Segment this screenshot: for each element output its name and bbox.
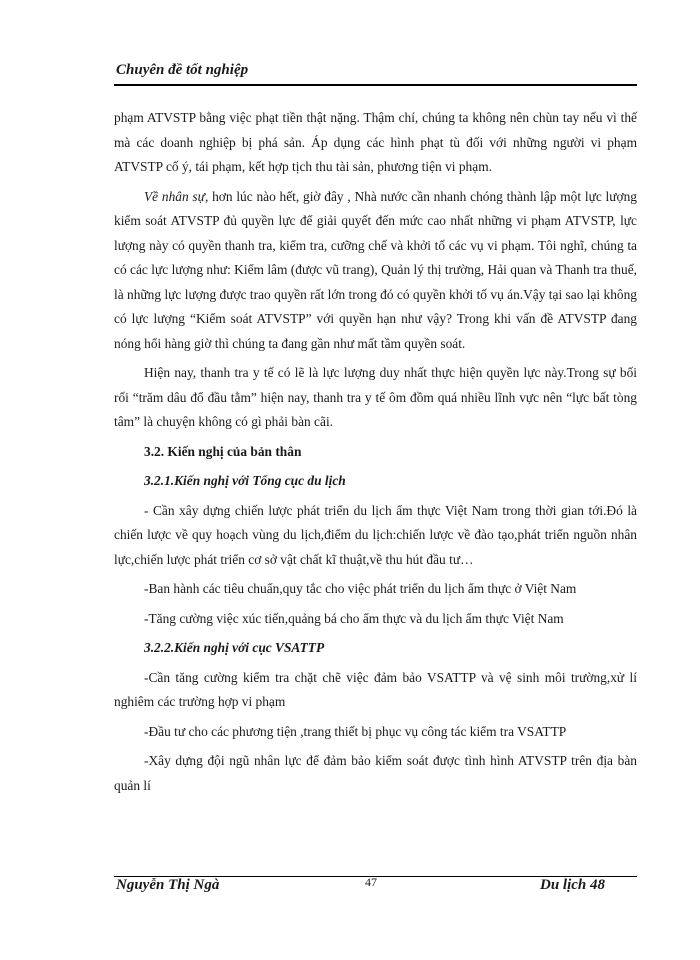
subsection-heading-2: 3.2.2.Kiến nghị với cục VSATTP bbox=[144, 640, 325, 655]
header-rule bbox=[114, 84, 637, 86]
footer-course: Du lịch 48 bbox=[540, 877, 606, 893]
paragraph-2 bbox=[114, 185, 637, 357]
document-body bbox=[114, 106, 637, 798]
paragraph-5: -Ban hành các tiêu chuẩn,quy tắc cho việc phát triển du lịch ẩm thực ở Việt Nam bbox=[144, 581, 577, 596]
paragraph-3: Hiện nay, thanh tra y tế có lẽ là lực lượng duy nhất thực hiện quyền lực này.Trong sự bối rối “trăm dâu đổ đầu tằm” hiện nay, thanh tra y tế ôm đồm quá nhiều lĩnh vực nên “lực bất tòng tâm” là chuyện không có gì phải bàn cãi. bbox=[114, 365, 637, 429]
page-number: 47 bbox=[365, 875, 377, 889]
header-title: Chuyên đề tốt nghiệp bbox=[116, 62, 249, 78]
paragraph-7: -Cần tăng cường kiểm tra chặt chẽ việc đảm bảo VSATTP và vệ sinh môi trường,xử lí nghiêm các trường hợp vi phạm bbox=[114, 669, 637, 709]
paragraph-8: -Đầu tư cho các phương tiện ,trang thiết bị phục vụ công tác kiểm tra VSATTP bbox=[144, 723, 567, 739]
paragraph-9: -Xây dựng đội ngũ nhân lực để đảm bảo kiểm soát được tình hình ATVSTP trên địa bàn quản lí bbox=[114, 753, 637, 793]
section-heading: 3.2. Kiến nghị của bản thân bbox=[144, 443, 302, 459]
subsection-heading-1: 3.2.1.Kiến nghị với Tổng cục du lịch bbox=[144, 473, 346, 488]
paragraph-1: phạm ATVSTP bằng việc phạt tiền thật nặng. Thậm chí, chúng ta không nên chùn tay nếu vì thế mà các doanh nghiệp bị phá sản. Áp dụng các hình phạt tù đối với những người vi phạm ATVSTP cố ý, tái phạm, kết hợp tịch thu tài sản, phương tiện vi phạm. bbox=[114, 110, 637, 174]
footer-author: Nguyễn Thị Ngà bbox=[116, 877, 220, 893]
paragraph-2-lead: Về nhân sự, bbox=[144, 188, 209, 204]
paragraph-2-text: hơn lúc nào hết, giờ đây , Nhà nước cần nhanh chóng thành lập một lực lượng kiểm soát ATVSTP đủ quyền lực để giải quyết đến mức cao nhất những vi phạm ATVSTP, lực lượng này có quyền thanh tra, kiểm tra, cưỡng chế và khởi tố các vụ vi phạm. Tôi nghĩ, chúng ta có các lực lượng như: Kiểm lâm (được vũ trang), Quản lý thị trường, Hải quan và Thanh tra thuế, là những lực lượng được trao quyền rất lớn trong đó có quyền khởi tố vụ án.Vậy tại sao lại không có lực lượng “Kiểm soát ATVSTP” với quyền hạn như vậy? Trong khi vấn đề ATVSTP đang nóng hổi hàng giờ thì chúng ta đang gần như mất tầm quyền soát. bbox=[114, 188, 638, 351]
paragraph-4: - Cần xây dựng chiến lược phát triển du lịch ẩm thực Việt Nam trong thời gian tới.Đó là chiến lược về quy hoạch vùng du lịch,điểm du lịch:chiến lược về đào tạo,phát triển nguồn nhân lực,chiến lược phát triển cơ sở vật chất kĩ thuật,về thu hút đầu tư… bbox=[114, 502, 637, 567]
paragraph-6: -Tăng cường việc xúc tiến,quảng bá cho ẩm thực và du lịch ẩm thực Việt Nam bbox=[144, 610, 564, 626]
